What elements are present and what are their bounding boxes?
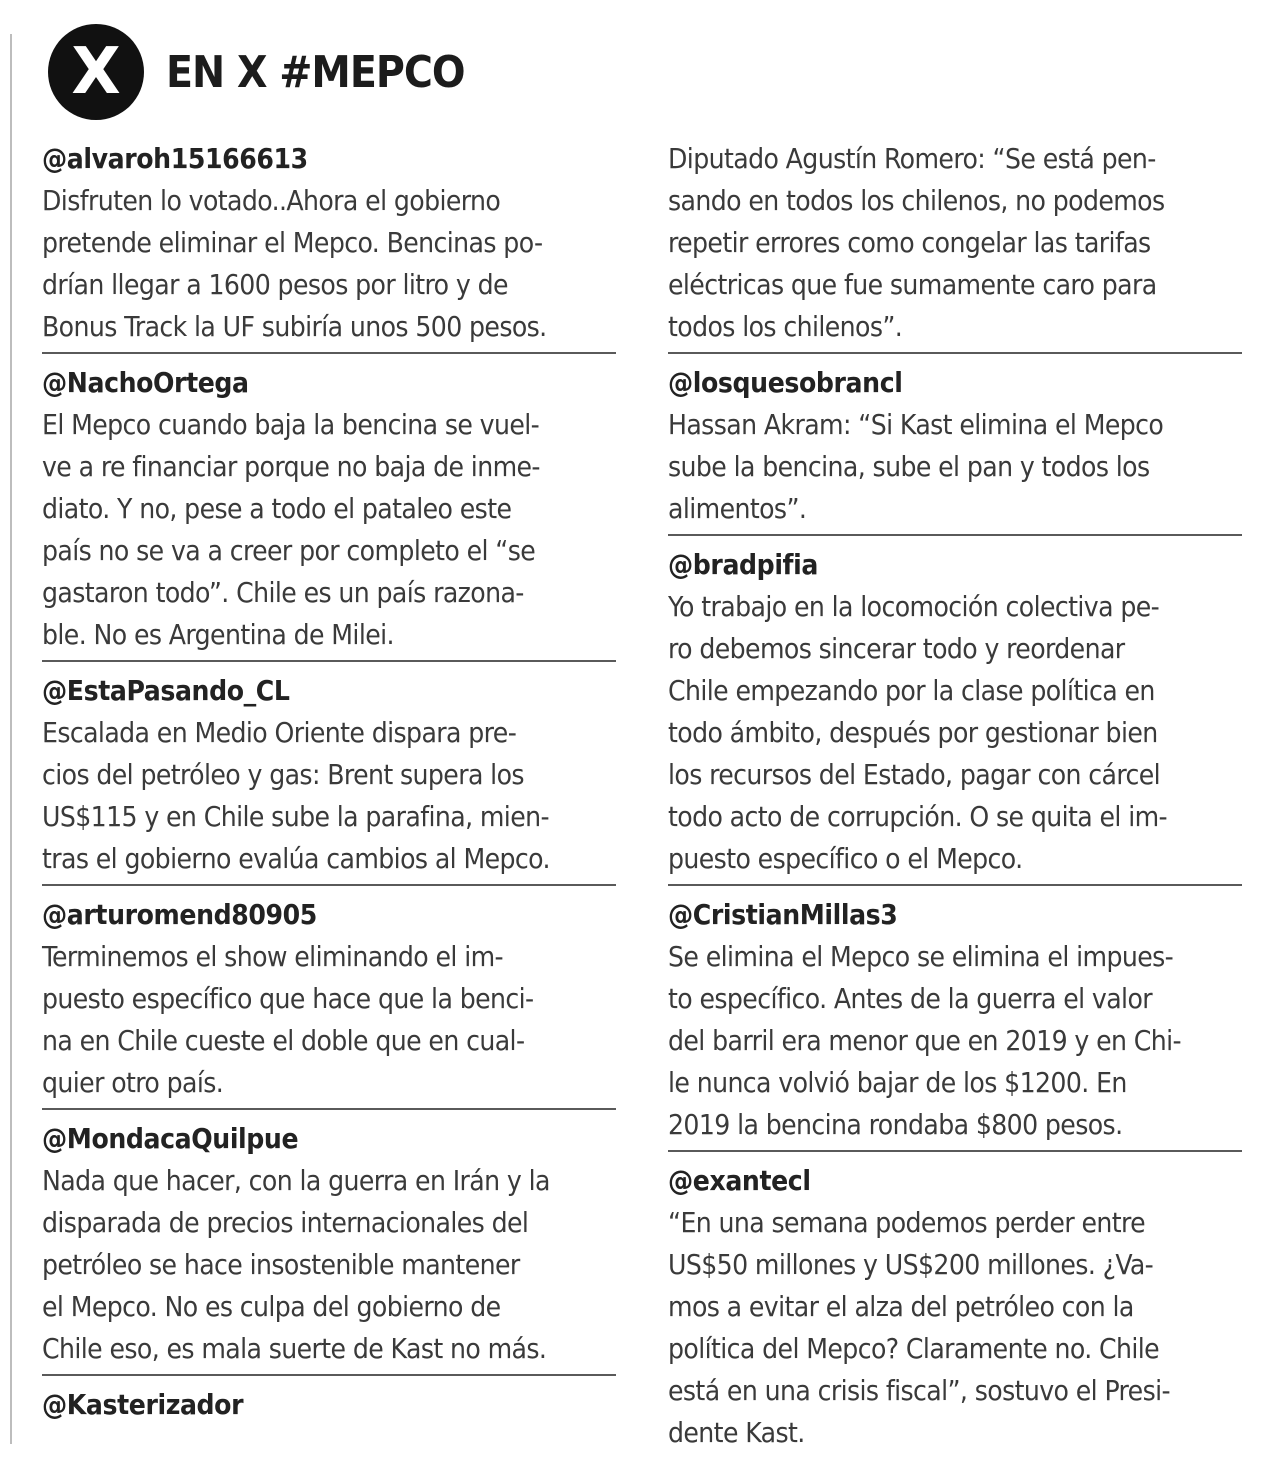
tweet-text-line: Bonus Track la UF subiría unos 500 pesos. xyxy=(42,310,547,343)
tweet-text-line: está en una crisis fiscal”, sostuvo el Presi- xyxy=(668,1374,1170,1407)
tweet-item xyxy=(668,544,1242,886)
tweet-text-line: Diputado Agustín Romero: “Se está pen- xyxy=(668,142,1156,175)
tweet-text-line: país no se va a creer por completo el “se xyxy=(42,534,536,567)
tweet-text-line: todos los chilenos”. xyxy=(668,310,903,343)
tweet-item xyxy=(42,362,616,662)
column-rule xyxy=(10,34,12,1444)
tweet-text-line: cios del petróleo y gas: Brent supera los xyxy=(42,758,524,791)
tweet-handle: @NachoOrtega xyxy=(42,366,249,399)
tweet-text-line: Yo trabajo en la locomoción colectiva pe- xyxy=(668,590,1160,623)
tweet-text-line: puesto específico que hace que la benci- xyxy=(42,982,534,1015)
tweet-text-line: mos a evitar el alza del petróleo con la xyxy=(668,1290,1134,1323)
tweet-text-line: US$115 y en Chile sube la parafina, mien- xyxy=(42,800,549,833)
tweet-item xyxy=(42,670,616,886)
tweet-item xyxy=(668,894,1242,1152)
tweet-handle: @EstaPasando_CL xyxy=(42,674,290,707)
tweet-text-line: US$50 millones y US$200 millones. ¿Va- xyxy=(668,1248,1154,1281)
tweet-text-line: eléctricas que fue sumamente caro para xyxy=(668,268,1157,301)
tweet-item xyxy=(668,138,1242,354)
tweet-text-line: pretende eliminar el Mepco. Bencinas po- xyxy=(42,226,543,259)
tweet-text-line: puesto específico o el Mepco. xyxy=(668,842,1023,875)
tweet-text-line: política del Mepco? Claramente no. Chile xyxy=(668,1332,1160,1365)
tweet-text-line: “En una semana podemos perder entre xyxy=(668,1206,1146,1239)
tweet-handle: @CristianMillas3 xyxy=(668,898,898,931)
tweet-text-line: tras el gobierno evalúa cambios al Mepco. xyxy=(42,842,550,875)
tweet-text-line: repetir errores como congelar las tarifas xyxy=(668,226,1151,259)
tweet-text-line: petróleo se hace insostenible mantener xyxy=(42,1248,520,1281)
tweet-text-line: dente Kast. xyxy=(668,1416,805,1449)
right-column xyxy=(668,138,1242,1466)
tweet-handle: @losquesobrancl xyxy=(668,366,903,399)
tweet-text-line: Terminemos el show eliminando el im- xyxy=(42,940,504,973)
tweet-text-line: del barril era menor que en 2019 y en Chi- xyxy=(668,1024,1182,1057)
tweet-text-line: disparada de precios internacionales del xyxy=(42,1206,529,1239)
tweet-handle: @arturomend80905 xyxy=(42,898,317,931)
section-title: EN X #MEPCO xyxy=(166,46,465,98)
tweet-text-line: Hassan Akram: “Si Kast elimina el Mepco xyxy=(668,408,1164,441)
tweet-text-line: diato. Y no, pese a todo el pataleo este xyxy=(42,492,512,525)
tweet-text-line: los recursos del Estado, pagar con cárcel xyxy=(668,758,1161,791)
tweet-handle: @exantecl xyxy=(668,1164,811,1197)
tweet-text-line: El Mepco cuando baja la bencina se vuel- xyxy=(42,408,540,441)
tweet-text-line: Disfruten lo votado..Ahora el gobierno xyxy=(42,184,501,217)
left-column xyxy=(42,138,616,1438)
tweet-text-line: alimentos”. xyxy=(668,492,807,525)
tweet-text-line: na en Chile cueste el doble que en cual- xyxy=(42,1024,525,1057)
tweet-item xyxy=(42,1118,616,1376)
tweet-text-line: 2019 la bencina rondaba $800 pesos. xyxy=(668,1108,1123,1141)
tweet-text-line: Escalada en Medio Oriente dispara pre- xyxy=(42,716,517,749)
tweet-text-line: ve a re financiar porque no baja de inme- xyxy=(42,450,540,483)
tweet-text-line: Nada que hacer, con la guerra en Irán y la xyxy=(42,1164,550,1197)
tweet-item xyxy=(42,894,616,1110)
tweet-text-line: Chile eso, es mala suerte de Kast no más. xyxy=(42,1332,547,1365)
tweet-text-line: ro debemos sincerar todo y reordenar xyxy=(668,632,1125,665)
tweet-text-line: sube la bencina, sube el pan y todos los xyxy=(668,450,1150,483)
tweet-text-line: to específico. Antes de la guerra el valor xyxy=(668,982,1153,1015)
tweet-handle: @Kasterizador xyxy=(42,1388,244,1421)
tweet-item xyxy=(668,362,1242,536)
tweet-text-line: Se elimina el Mepco se elimina el impues- xyxy=(668,940,1174,973)
tweet-item xyxy=(668,1160,1242,1458)
x-logo-icon: X xyxy=(48,24,144,120)
tweet-handle: @bradpifia xyxy=(668,548,818,581)
tweet-text-line: drían llegar a 1600 pesos por litro y de xyxy=(42,268,508,301)
tweet-handle: @alvaroh15166613 xyxy=(42,142,308,175)
tweet-text-line: todo ámbito, después por gestionar bien xyxy=(668,716,1158,749)
tweet-text-line: gastaron todo”. Chile es un país razona- xyxy=(42,576,524,609)
tweet-text-line: le nunca volvió bajar de los $1200. En xyxy=(668,1066,1127,1099)
section-header xyxy=(48,24,465,120)
tweet-text-line: el Mepco. No es culpa del gobierno de xyxy=(42,1290,501,1323)
tweet-item xyxy=(42,138,616,354)
tweet-text-line: ble. No es Argentina de Milei. xyxy=(42,618,394,651)
tweet-text-line: quier otro país. xyxy=(42,1066,224,1099)
tweet-text-line: Chile empezando por la clase política en xyxy=(668,674,1155,707)
tweet-item xyxy=(42,1384,616,1430)
tweet-text-line: todo acto de corrupción. O se quita el im- xyxy=(668,800,1168,833)
tweet-handle: @MondacaQuilpue xyxy=(42,1122,299,1155)
tweet-text-line: sando en todos los chilenos, no podemos xyxy=(668,184,1165,217)
